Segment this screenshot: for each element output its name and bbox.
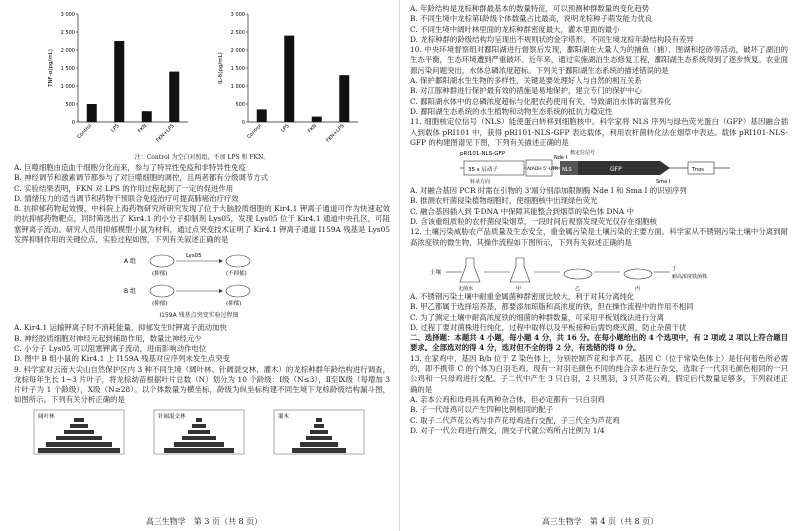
mouse-b1 [150, 285, 174, 297]
tnos-label: Tnos [692, 167, 704, 174]
q13-stem: 13. 在家鸡中，基因 B/b 位于 Z 染色体上，分别控制芦花和非芦花。基因 C（位于常染色体上）是任何着色所必需的，即不携带 C 的个体为白羽毛鸡。现有一对羽毛颜色不同的纯合亲本进行杂交，选取子一代羽毛颜色相同的一只公鸡和一只母鸡进行交配，子二代中产生 3 只白羽，2 只黑羽，3 只芦花公鸡，假定后代数量足够多，下列叙述正确的是 [410, 353, 788, 394]
nls-label: NLS [562, 167, 572, 174]
fig8-a-not-depressed: (不抑郁) [226, 271, 247, 278]
y-tick-label: 2 000 [230, 48, 245, 54]
promoter-label: 35 s 启动子 [468, 167, 498, 174]
funnel-svg [14, 408, 384, 456]
y-tick-label: 2 500 [230, 30, 245, 36]
q13-option-c: C. 取子二代芦花公鸡与非芦花母鸡进行交配，子三代全为芦花鸡 [410, 415, 620, 425]
fig12 [410, 248, 788, 292]
q7-option-b: B. 神经调节和激素调节都参与了对巨噬细胞的调控，且两者都有分级调节方式 [14, 173, 269, 183]
q12-option-c: C. 为了测定土壤中耐高浓度铁的细菌的种群数量，可采用平板划线法进行分离 [410, 312, 664, 322]
bar [169, 72, 179, 122]
mouse-b2 [226, 285, 250, 297]
q8-option-b: B. 神经胶质细胞对神经元起到辅助作用，数量比神经元少 [14, 333, 202, 343]
funnel-charts [14, 408, 390, 458]
habitat-3: 灌木 [278, 413, 290, 420]
q12-option-d: D. 过程丁要对菌株进行纯化，过程中取样以及平板接种后需灼烧灭菌，防止杂菌干扰 [410, 322, 687, 332]
y-tick-label: 0 [241, 120, 245, 126]
y-axis-label: IL-6(pg/mL) [218, 52, 224, 84]
category-label: FKN [136, 123, 149, 135]
y-tick-label: 500 [65, 102, 75, 108]
fig8-a-label: A 组 [124, 258, 137, 266]
y-tick-label: 0 [71, 120, 75, 126]
bar [339, 75, 349, 122]
y-tick-label: 1 500 [230, 66, 245, 72]
habitat-1: 阔叶林 [38, 413, 55, 420]
q12-option-b: B. 甲乙都属于选择培养基，都要添加琼脂和高浓度的铁，但在操作流程中的作用不相同 [410, 302, 694, 312]
fig8-caption: I159A 残基点突变实验过程图 [159, 312, 239, 320]
category-label: LPS [280, 123, 291, 134]
funnel-1 [34, 410, 124, 454]
result-label: 耐高浓度铁菌株 [672, 273, 708, 280]
q7-option-a: A. 巨噬细胞由造血干细胞分化而来，参与了特异性免疫和非特异性免疫 [14, 163, 246, 172]
category-label: Control [76, 123, 94, 141]
y-tick-label: 1 500 [60, 66, 75, 72]
soil-label: 土壤 [430, 269, 442, 276]
water-label: 无菌水 [458, 285, 474, 292]
bar [142, 111, 152, 122]
mouse-a2 [226, 255, 250, 267]
q8-option-a: A. Kir4.1 运输钾离子时不消耗能量，抑郁发生时钾离子流动加快 [14, 323, 227, 333]
fig8 [14, 247, 390, 321]
category-label: LPS [110, 123, 121, 134]
plate-b [564, 269, 592, 279]
nls-seq-label: 核定位信号 [570, 150, 596, 157]
q10-option-a: A. 保护鄱阳湖水生生物的多样性，关键是要处理好人与自然的相互关系 [410, 76, 642, 86]
y-tick-label: 2 500 [60, 30, 75, 36]
plate-c [624, 269, 652, 279]
section-2-heading: 二、选择题：本题共 4 小题，每小题 4 分，共 16 分。在每小题给出的 4 个选项中，有 2 项或 2 项以上符合题目要求。全部选对的得 4 分，选对但不全的得 2 分，有选错的得 0 分。 [410, 333, 788, 353]
gfp-arrow [578, 161, 670, 175]
q9-option-b: B. 不同生境中龙棕第Ⅰ龄级个体数量占比最高，说明龙棕种子萌发能力优良 [410, 14, 653, 24]
q12-stem: 12. 土壤污染威胁农产品质量及生态安全，重金属污染是土壤污染的主要方面。科学家从不锈钢污染土壤中分离到耐高浓度铁的微生物，其操作流程如下图所示，下列有关叙述正确的是 [410, 227, 788, 247]
chart-caption: 注：Control 为空白对照组，不加 LPS 和 FKN。 [134, 154, 270, 161]
vector-map [460, 148, 740, 186]
utr-label: AtADH 5'-UTR [527, 167, 559, 173]
q9-option-a: A. 年龄结构是龙棕种群最基本的数量特征，可以预测种群数量的变化趋势 [410, 4, 650, 13]
arrow-a-head [219, 259, 223, 263]
q13-option-b: B. 子一代母鸡可以产生四种比例相同的配子 [410, 405, 554, 415]
fig8-drug-a: Lys05 [186, 253, 202, 260]
fig11 [410, 148, 788, 186]
y-tick-label: 3 000 [60, 12, 75, 18]
habitat-2: 针阔混交林 [158, 413, 186, 420]
plate-c-label: 丙 [635, 285, 641, 292]
q7-option-c: C. 实验结果表明，FKN 对 LPS 的作用过程起到了一定的促进作用 [14, 183, 234, 193]
bar [257, 109, 267, 122]
bar [284, 36, 294, 122]
fig8-b-depressed: (抑郁) [152, 301, 168, 308]
q13-option-d: D. 对子一代公鸡进行测交，测交子代就公鸡所占比例为 1/4 [410, 425, 605, 435]
q11-option-c: C. 融合基因插入到 T-DNA 中保障其能整合到烟草的染色体 DNA 中 [410, 206, 635, 216]
q9-stem: 9. 科学家对云南大尖山自然保护区内 3 种不同生境（阔叶林、针阔混交林、灌木）的龙棕种群年龄结构进行调查，龙棕每年生长 1~3 片叶子，将龙棕幼苗根据叶片总数（N）划分为 10 个龄级：Ⅰ级（N≤3），Ⅱ至Ⅸ级（每增加 3 片叶子为 1 个龄级），Ⅹ级（N≥28）。以个体数量为横坐标，龄级为纵坐标构建不同生境下龙棕龄级结构漏斗图，如图所示。下列有关分析正确的是 [14, 364, 390, 405]
y-tick-label: 500 [235, 102, 245, 108]
y-tick-label: 2 000 [60, 48, 75, 54]
fig8-b-result: (抑郁) [226, 301, 242, 308]
q11-option-a: A. 对融合基因 PCR 时需在引物的 3'端分别添加限制酶 Nde I 和 Sma I 的识别序列 [410, 186, 687, 196]
right-page [400, 0, 800, 531]
flask-a-label: 甲 [516, 285, 522, 292]
footer-right: 高三生物学 第 4 页（共 8 页） [541, 517, 659, 526]
bar [87, 104, 97, 122]
flask-a [510, 258, 530, 282]
q10-option-c: C. 鄱阳湖水体中的总磷浓度超标与化肥农药使用有关，导致湖泊水体的富营养化 [410, 96, 672, 106]
y-tick-label: 1 000 [230, 84, 245, 90]
q8-option-d: D. 图中 B 组小鼠的 Kir4.1 上 I159A 残基对应序列未发生点突变 [14, 354, 230, 364]
il6-chart [214, 4, 374, 149]
culture-flow [430, 248, 730, 292]
q13-option-a: A. 亲本公鸡和母鸡具有两种杂合体，但必定都有一只白羽鸡 [410, 394, 605, 404]
q10-option-b: B. 对江豚种群进行保护最有效的措施是易地保护，建立专门的保护中心 [410, 86, 642, 96]
category-label: FKN+LPS [155, 123, 176, 144]
q8-stem: 8. 抗抑郁药物起效慢，中科院上海药物研究所研究发现了位于大脑胶质细胞的 Kir4.1 钾离子通道可作为快速起效的抗抑郁药物靶点，同时筛选出了 Kir4.1 的小分子抑制剂 Lys05，发现 Lys05 位于 Kir4.1 通道中央孔区，可阻塞钾离子流动。研究人员用抑郁模型小鼠为材料，通过点突变技术证明了 Kir4.1 钾离子通道 I159A 残基是 Lys05 发挥抑制作用的关键位点，实验过程如图，下列有关叙述正确的是 [14, 204, 390, 245]
q11-option-b: B. 推测农杆菌侵染植物细胞时，使细胞核中出现绿色荧光 [410, 196, 598, 206]
category-label: FKN [306, 123, 319, 135]
q7-option-d: D. 情绪压力的适当调节和药物干预联合免疫治疗可提高肺癌治疗疗效 [14, 193, 239, 203]
funnel-3 [274, 410, 364, 454]
fig8-a-depressed: (抑郁) [152, 271, 168, 278]
footer-left: 高三生物学 第 3 页（共 8 页） [145, 517, 263, 526]
y-tick-label: 1 000 [60, 84, 75, 90]
step-d-label: 丁 [672, 265, 678, 272]
tnf-chart [44, 4, 204, 149]
vector-name: pRI101-NLS-GFP [460, 151, 506, 158]
category-label: Control [246, 123, 264, 141]
category-label: FKN+LPS [325, 123, 346, 144]
q10-stem: 10. 中央环境督察组对鄱阳湖进行督察后发现，鄱阳湖在大量人为的捕鱼（捕）、围湖和挖砂等活动，破坏了湖泊的生态平衡，生态环境遭到严重破坏。近年来，通过实施湖泊生态修复工程，鄱阳湖生态系统得到了逐步恢复。农业面源污染问题突出，水体总磷浓度超标。下列关于鄱阳湖生态系统的描述错误的是 [410, 45, 788, 75]
fig8-diagram [124, 247, 294, 307]
mouse-a1 [150, 255, 174, 267]
bar [312, 117, 322, 122]
arrow-b-head [219, 289, 223, 293]
q10-option-d: D. 鄱阳湖生态系统的水生植物和动物生态系统的抵抗力稳定性 [410, 106, 613, 116]
q9-option-d: D. 龙棕种群的龄级结构均呈现出不规则状的金字塔形，不同生境龙棕年龄结构段有差异 [410, 34, 694, 44]
funnel-2 [154, 410, 244, 454]
smal-label: Sma I [656, 179, 671, 186]
plate-b-label: 乙 [575, 285, 581, 292]
transcription-label: 转录方向 [470, 179, 491, 186]
charts-area [14, 4, 390, 151]
q11-stem: 11. 细胞核定位信号（NLS）能使蛋白转移到细胞核中。科学家将 NLS 序列与绿色荧光蛋白（GFP）基因融合插入到载体 pRI101 中，获得 pRI101-NLS-GFP 表达载体，利用农杆菌转化法在烟草中表达。载体 pRI101-NLS-GFP 的构建图谱见下图，下列有关描述正确的是 [410, 117, 788, 147]
ndel-label: Nde I [554, 155, 568, 162]
bar [114, 41, 124, 122]
y-axis-label: TNF-α(pg/mL) [48, 49, 54, 87]
q12-option-a: A. 不锈钢污染土壤中耐重金属菌种群密度比较大，利于对其分离纯化 [410, 291, 635, 301]
y-tick-label: 3 000 [230, 12, 245, 18]
q8-option-c: C. 小分子 Lys05 可以阻塞钾离子流动，进而影响动作电位 [14, 343, 207, 353]
gfp-label: GFP [610, 166, 622, 174]
q9-option-c: C. 不同生境中阔叶林里面的龙棕种群密度最大，灌木里面的最小 [410, 24, 620, 34]
flask-water [460, 258, 480, 282]
fig8-b-label: B 组 [124, 288, 137, 296]
q11-option-d: D. 含该重组质粒的农杆菌侵染烟草，一段时间后观察发现荧光仅存在细胞核 [410, 217, 657, 227]
